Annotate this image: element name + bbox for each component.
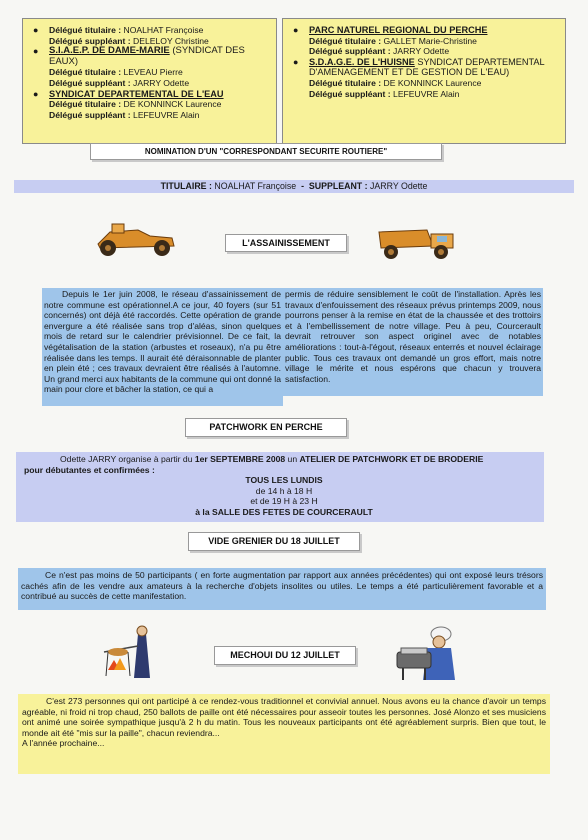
patchwork-line: et de 19 H à 23 H — [250, 496, 318, 507]
patchwork-audience: pour débutantes et confirmées : — [24, 464, 155, 475]
patchwork-line: TOUS LES LUNDIS — [245, 475, 323, 486]
vide-grenier-title: VIDE GRENIER DU 18 JUILLET — [188, 532, 360, 551]
assainissement-title: L'ASSAINISSEMENT — [225, 234, 347, 252]
roasting-figure-icon — [98, 624, 166, 682]
patchwork-band — [16, 452, 544, 522]
patchwork-intro: Odette JARRY organise à partir du 1er SEPTEMBRE 2008 un ATELIER DE PATCHWORK ET DE BRODERIE — [60, 454, 484, 464]
nomination-title: NOMINATION D'UN "CORRESPONDANT SECURITE ROUTIERE" — [90, 143, 442, 160]
assainissement-left-text: Depuis le 1er juin 2008, le réseau d'assainissement de notre commune est opérationnel.A ce jour, 40 foyers (sur 51 concernés) ont déjà été raccordés. Cette opération de grande envergure a été réalisée sans trop d'aléas, sinon quelques mois de retard sur le calendrier prévisionnel. De ce fait, la végétalisation de la station (arbustes et roseaux), n'a pu être réalisée dans les temps. Il aurait été déraisonnable de planter en plein été ; ces travaux devraient être réalisés à l'automne. Un grand merci aux habitants de la commune qui ont donné la main pour clore et bâcher la station, ce qui a — [42, 288, 283, 406]
nomination-band: TITULAIRE : NOALHAT Françoise - SUPPLEANT : JARRY Odette — [14, 180, 574, 193]
delegates-item: ● PARC NATUREL REGIONAL DU PERCHE Délégué titulaire : GALLET Marie-Christine Délégué suppléant : JARRY Odette — [293, 25, 488, 57]
scraper-machine-icon — [90, 220, 180, 258]
delegates-item: ● Délégué titulaire : NOALHAT Françoise Délégué suppléant : DELELOY Christine — [33, 25, 209, 46]
assainissement-right-text: permis de réduire sensiblement le coût de l'installation. Après les travaux d'enfouissement des réseaux prévus printemps 2009, nous pourrons penser à la remise en état de la chaussée et des trottoirs et à l'embellissement de notre village. Peu à peu, Courcerault devrait retrouver son aspect originel avec de notables améliorations : tout-à-l'égout, réseaux enterrés et nouvel éclairage public. Tous ces travaux ont demandé un gros effort, mais notre village le mérite et nous espérons que chacun y trouvera satisfaction. — [283, 288, 543, 396]
delegates-item: ● SYNDICAT DEPARTEMENTAL DE L'EAU Délégué titulaire : DE KONNINCK Laurence Délégué suppléant : LEFEUVRE Alain — [33, 88, 224, 120]
dump-truck-icon — [375, 222, 460, 262]
vide-grenier-text: Ce n'est pas moins de 50 participants ( en forte augmentation par rapport aux années précédentes) qui ont exposé leurs trésors cachés afin de les vendre aux amateurs à la recherche d'objets insolites ou utiles. Le temps a été particulièrement favorable et a contribué au succès de cette manifestation. — [18, 568, 546, 610]
delegates-item: ● S.I.A.E.P. DE DAME-MARIE (SYNDICAT DES EAUX) Délégué titulaire : LEVEAU Pierre Délégué suppléant : JARRY Odette — [33, 45, 245, 88]
mechoui-title: MECHOUI DU 12 JUILLET — [214, 646, 356, 665]
mechoui-closing: A l'année prochaine... — [22, 738, 105, 749]
patchwork-title: PATCHWORK EN PERCHE — [185, 418, 347, 437]
delegates-right-box — [282, 18, 566, 144]
cook-figure-icon — [393, 622, 465, 684]
patchwork-line: de 14 h à 18 H — [255, 485, 313, 496]
patchwork-line: à la SALLE DES FETES DE COURCERAULT — [195, 506, 373, 517]
delegates-item: ● S.D.A.G.E. DE L'HUISNE SYNDICAT DEPARTEMENTAL D'AMENAGEMENT ET DE GESTION DE L'EAU) Délégué titulaire : DE KONNINCK Laurence Délégué suppléant : LEFEUVRE Alain — [293, 56, 545, 99]
mechoui-text — [18, 694, 550, 774]
delegates-left-box — [22, 18, 277, 144]
mechoui-paragraph: C'est 273 personnes qui ont participé à ce rendez-vous traditionnel et convivial annuel. Nous avons eu la chance d'avoir un temps agréable, ni froid ni trop chaud, 250 ballots de paille ont été nécessaires pour asseoir toutes les personnes. José Alonzo et ses musiciens ont animé une soirée sympathique jusqu'à 2 h du matin. Tous les nouveaux participants ont été agréablement surpris. Bien que tout, le monde ait été "mis sur la paille", chacun reviendra... — [22, 696, 546, 738]
